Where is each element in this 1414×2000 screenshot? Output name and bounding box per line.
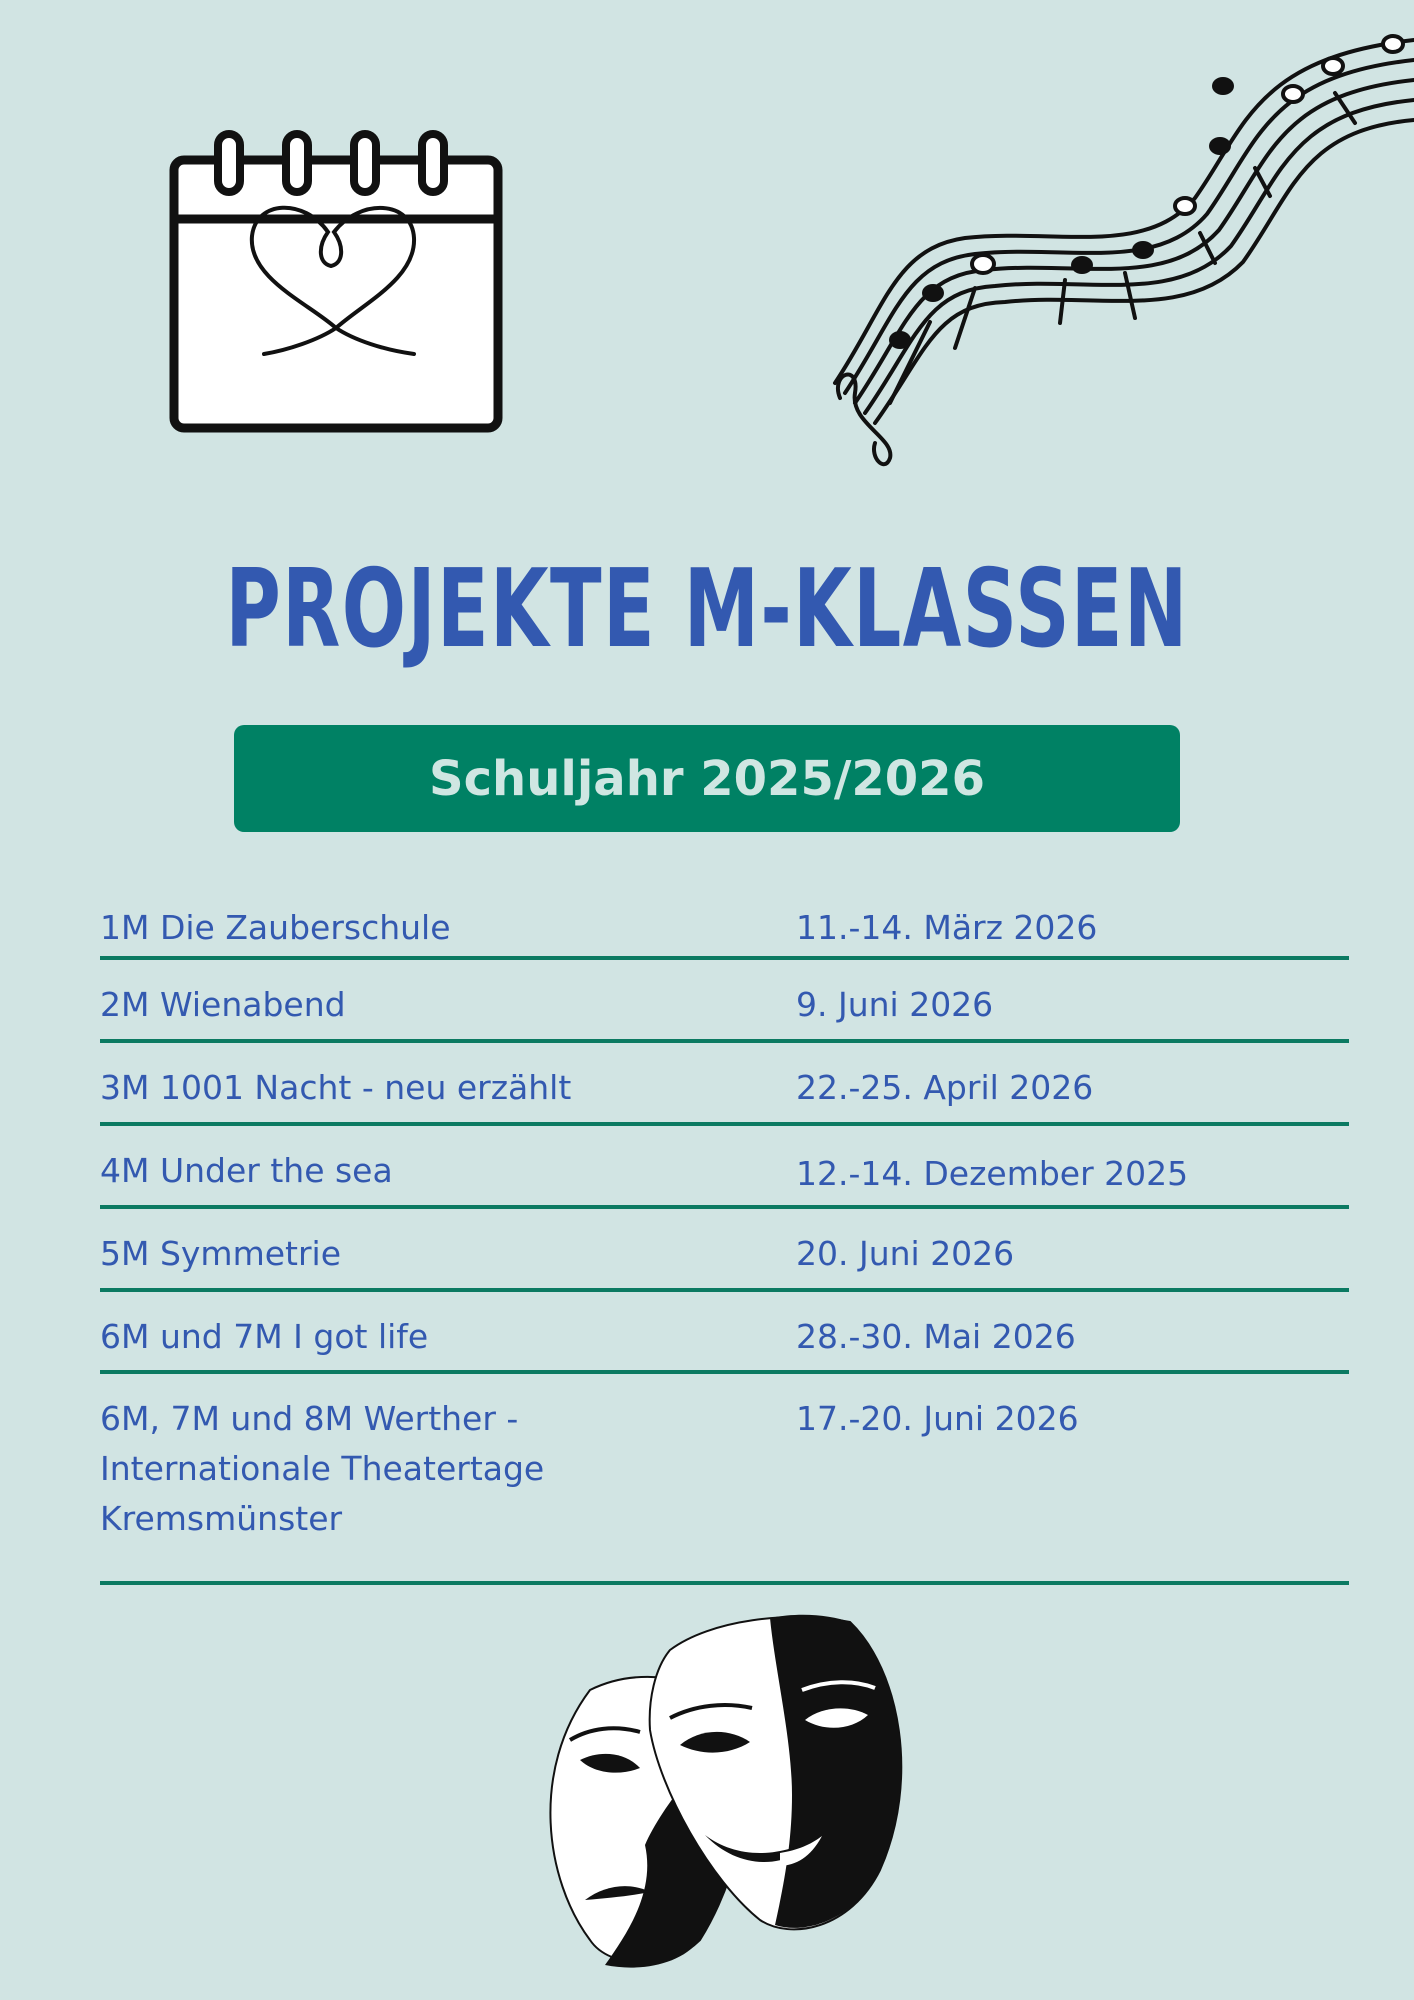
project-date: 28.-30. Mai 2026: [796, 1317, 1076, 1356]
school-year-banner: [234, 725, 1180, 832]
project-name: 4M Under the sea: [100, 1151, 393, 1190]
project-date: 9. Juni 2026: [796, 985, 994, 1024]
table-row: [100, 1043, 1349, 1126]
school-year-label: Schuljahr 2025/2026: [429, 750, 985, 807]
project-name: 3M 1001 Nacht - neu erzählt: [100, 1068, 572, 1107]
project-name: 6M und 7M I got life: [100, 1317, 429, 1356]
project-table: [100, 883, 1349, 1585]
project-date: 20. Juni 2026: [796, 1234, 1015, 1273]
table-row: [100, 1209, 1349, 1292]
project-name: 5M Symmetrie: [100, 1234, 342, 1273]
project-name: 2M Wienabend: [100, 985, 346, 1024]
table-row: [100, 1374, 1349, 1585]
theater-masks-icon: [530, 1610, 940, 1975]
project-date: 17.-20. Juni 2026: [796, 1399, 1079, 1438]
project-name: 1M Die Zauberschule: [100, 908, 451, 947]
table-row: [100, 960, 1349, 1043]
table-row: [100, 1292, 1349, 1374]
page-title: PROJEKTE M-KLASSEN: [225, 547, 1189, 672]
table-row: [100, 883, 1349, 960]
project-date: 12.-14. Dezember 2025: [796, 1154, 1189, 1193]
music-staff-icon: [815, 18, 1414, 473]
project-date: 22.-25. April 2026: [796, 1068, 1094, 1107]
project-date: 11.-14. März 2026: [796, 908, 1098, 947]
project-name: 6M, 7M und 8M Werther - Internationale Theatertage Kremsmünster: [100, 1399, 545, 1538]
calendar-heart-icon: [168, 128, 504, 434]
table-row: [100, 1126, 1349, 1209]
